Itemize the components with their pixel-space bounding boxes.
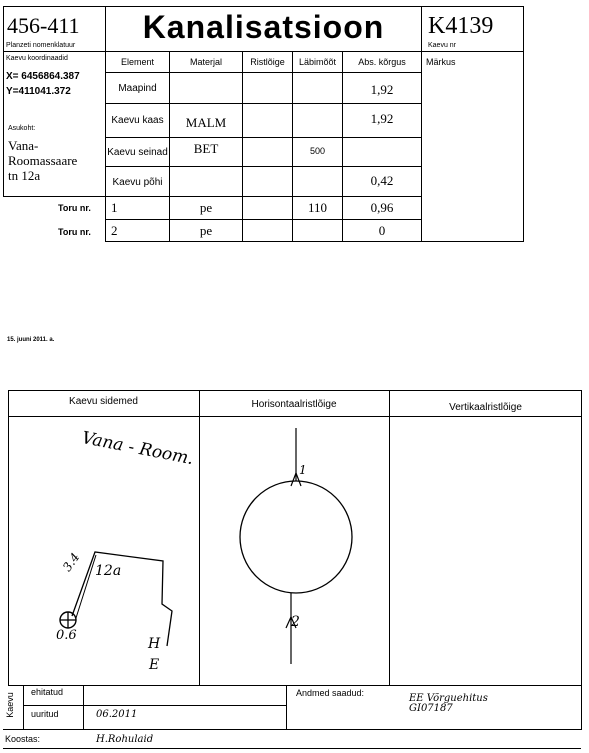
address-line-2: Roomassaare [8, 153, 78, 168]
plane-caption: Planzeti nomenklatuur [6, 42, 76, 49]
col-title-connections: Kaevu sidemed [69, 396, 138, 407]
row-height: 1,92 [342, 72, 422, 104]
pipe-height: 0,96 [342, 196, 422, 220]
footer-author-value: H.Rohulaid [96, 734, 154, 745]
pipe-label: Toru nr. [58, 227, 91, 237]
pipe-number: 1 [105, 196, 170, 220]
address-label: Asukoht: [8, 125, 36, 132]
row-material: BET [169, 137, 243, 167]
pipe-number: 2 [105, 219, 170, 242]
th-section: Ristlõige [242, 51, 293, 73]
page-title: Kanalisatsioon [142, 9, 385, 45]
row-label: Kaevu seinad [105, 137, 170, 167]
pipe-label: Toru nr. [58, 203, 91, 213]
row-height: 0,42 [342, 166, 422, 197]
handwritten-h: H [148, 636, 161, 652]
pipe-material: pe [169, 219, 243, 242]
handwritten-distance-b: 0.6 [56, 628, 77, 643]
handwritten-distance-a: 3.4 [60, 550, 83, 575]
date-note: 15. juuni 2011. a. [7, 337, 55, 343]
coordinate-x: X= 6456864.387 [6, 71, 80, 82]
coordinate-y: Y=411041.372 [6, 86, 71, 97]
footer-measured-right [286, 685, 287, 729]
row-label: Maapind [105, 72, 170, 104]
well-cross-section-circle [240, 481, 352, 593]
footer-source-line-1: EE Võrguehitus [409, 693, 488, 704]
well-caption: Kaevu nr [428, 42, 457, 49]
col-title-horizontal: Horisontaalristlõige [251, 399, 337, 410]
row-material: MALM [169, 103, 243, 138]
row-diameter: 500 [292, 137, 343, 167]
col-title-vertical: Vertikaalristlõige [449, 402, 522, 413]
handwritten-street: Vana - Room. [80, 428, 196, 470]
footer-source-label: Andmed saadud: [296, 688, 365, 698]
th-material: Materjal [169, 51, 243, 73]
building-outline [72, 552, 172, 646]
handwritten-pipe-1: 1 [299, 463, 307, 477]
footer-source-line-2: GI07187 [409, 703, 453, 714]
footer-author-label: Koostas: [5, 734, 41, 744]
plane-code: 456-411 [7, 13, 80, 38]
th-element: Element [105, 51, 170, 73]
well-number: K4139 [428, 13, 494, 39]
th-diameter: Läbimõõt [292, 51, 343, 73]
footer-built-label: ehitatud [31, 687, 64, 697]
handwritten-e: E [149, 657, 160, 673]
handwritten-house: 12a [95, 563, 122, 579]
pipe-diameter: 110 [292, 196, 343, 220]
pipe-height: 0 [342, 219, 422, 242]
footer-measured-label: uuritud [31, 709, 59, 719]
footer-author-line [3, 748, 581, 749]
footer-built-divider [83, 685, 84, 729]
th-notes: Märkus [426, 57, 456, 67]
th-abs-height: Abs. kõrgus [342, 51, 422, 73]
row-label: Kaevu kaas [105, 103, 170, 138]
coordinates-label: Kaevu koordinaadid [6, 55, 68, 62]
pipe-material: pe [169, 196, 243, 220]
row-label: Kaevu põhi [105, 166, 170, 197]
address-line-3: tn 12a [8, 168, 41, 183]
handwritten-pipe-2: 2 [291, 614, 300, 630]
address-line-1: Vana- [8, 138, 39, 153]
row-height: 1,92 [342, 103, 422, 138]
footer-bottom-line [3, 729, 581, 730]
footer-side-label: Kaevu [4, 692, 15, 718]
footer-measured-value: 06.2011 [96, 709, 138, 720]
footer-right-line [581, 685, 582, 730]
